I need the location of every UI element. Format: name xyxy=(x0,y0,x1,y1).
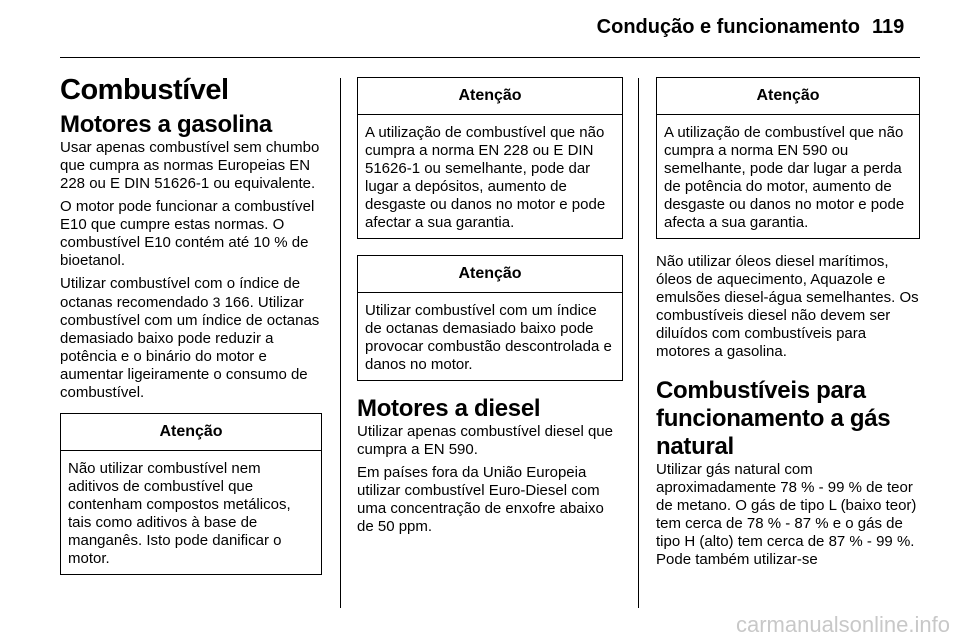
section-title: Combustível xyxy=(60,74,229,106)
paragraph: Usar apenas combustível sem chumbo que cumpra as normas Europeias EN 228 ou E DIN 51626-1 ou equivalente. xyxy=(60,139,320,192)
subsection-title-natural-gas: Combustíveis para funcionamento a gás natural xyxy=(656,377,891,460)
column-1 xyxy=(60,74,322,591)
column-2 xyxy=(357,77,623,541)
paragraph-text: Utilizar combustível com o índice de octanas recomendado xyxy=(60,275,301,311)
subsection-title-gasoline: Motores a gasolina xyxy=(60,111,272,138)
column-divider-2 xyxy=(638,78,639,608)
page-reference-arrow-icon: 3 xyxy=(212,294,221,310)
chapter-title: Condução e funcionamento xyxy=(596,16,860,38)
paragraph: Não utilizar óleos diesel marítimos, óleos de aquecimento, Aquazole e emulsões diesel-água semelhantes. Os combustíveis diesel não devem ser diluídos com combustíveis para motores a gasolina. xyxy=(656,253,919,360)
warning-title: Atenção xyxy=(657,78,919,115)
paragraph: Em países fora da União Europeia utilizar combustível Euro-Diesel com uma concentração de enxofre abaixo de 50 ppm. xyxy=(357,464,604,535)
warning-title: Atenção xyxy=(358,78,622,115)
paragraph-text: 166. Utilizar combustível com um índice de octanas demasiado baixo pode reduzir a potência e o binário do motor e aumentar ligeiramente o consumo de combustível. xyxy=(60,294,320,401)
page-number: 119 xyxy=(872,16,905,38)
warning-text: Utilizar combustível com um índice de octanas demasiado baixo pode provocar combustão descontrolada e danos no motor. xyxy=(365,302,612,373)
warning-box xyxy=(357,255,623,381)
watermark: carmanualsonline.info xyxy=(735,612,950,637)
paragraph: Utilizar apenas combustível diesel que cumpra a EN 590. xyxy=(357,423,613,458)
subsection-title-diesel: Motores a diesel xyxy=(357,395,541,422)
paragraph: O motor pode funcionar a combustível E10 que cumpre estas normas. O combustível E10 contém até 10 % de bioetanol. xyxy=(60,198,315,269)
warning-text: A utilização de combustível que não cumpra a norma EN 590 ou semelhante, pode dar lugar a perda de potência do motor, aumento de desgaste ou danos no motor e pode afecta a sua garantia. xyxy=(664,124,905,231)
warning-box xyxy=(60,413,322,575)
warning-title: Atenção xyxy=(358,256,622,293)
paragraph: Utilizar gás natural com aproximadamente 78 % - 99 % de teor de metano. O gás de tipo L (baixo teor) tem cerca de 78 % - 87 % e o gás de tipo H (alto) tem cerca de 87 % - 99 %. Pode também utilizar-se xyxy=(656,461,917,568)
header-divider xyxy=(60,57,920,58)
warning-title: Atenção xyxy=(61,414,321,451)
column-divider-1 xyxy=(340,78,341,608)
column-3 xyxy=(656,77,920,574)
warning-text: A utilização de combustível que não cumpra a norma EN 228 ou E DIN 51626-1 ou semelhante, pode dar lugar a depósitos, aumento de desgaste ou danos no motor e pode afectar a sua garantia. xyxy=(365,124,606,231)
warning-text: Não utilizar combustível nem aditivos de combustível que contenham compostos metálicos, tais como aditivos à base de manganês. Isto pode danificar o motor. xyxy=(68,460,291,567)
warning-box xyxy=(357,77,623,239)
warning-box xyxy=(656,77,920,239)
paragraph xyxy=(60,275,322,402)
